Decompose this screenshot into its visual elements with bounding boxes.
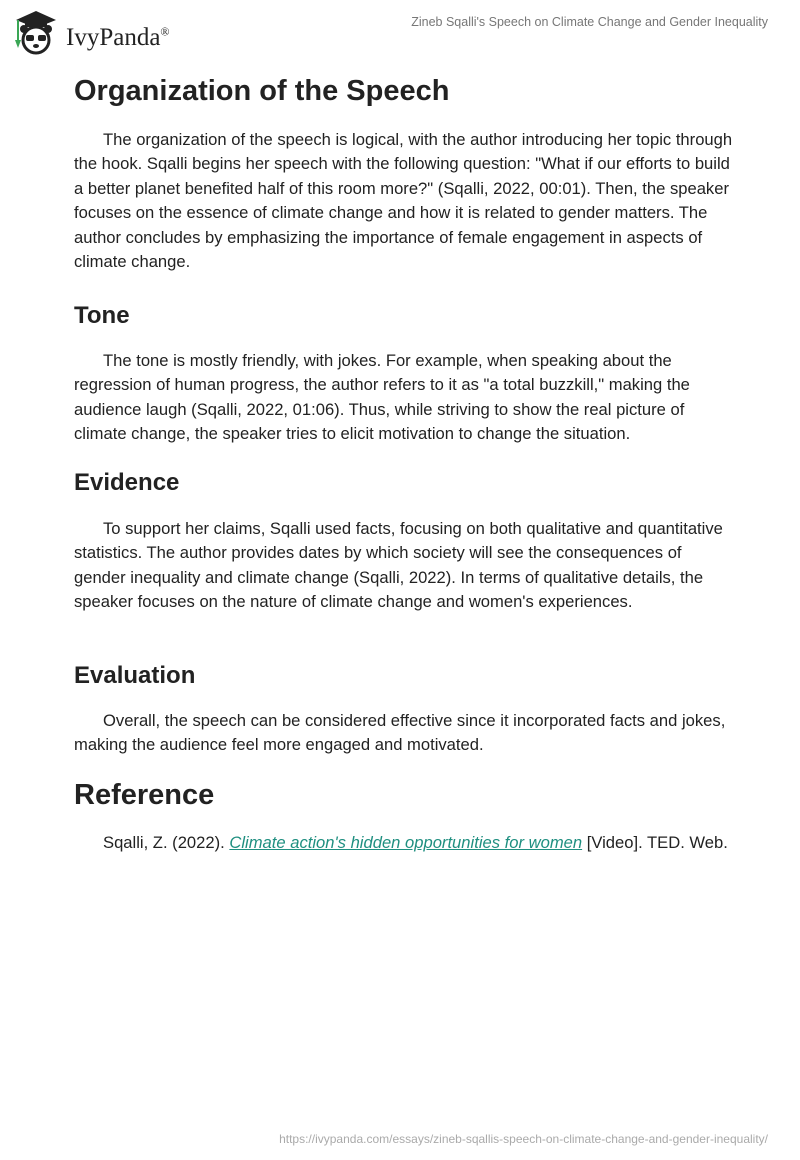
reference-link[interactable]: Climate action's hidden opportunities for women	[229, 833, 583, 852]
section-paragraph: The tone is mostly friendly, with jokes. For example, when speaking about the regression of human progress, the author refers to it as "a total buzzkill," making the audience laugh (Sqalli, 2022, 01:06). Thus, while striving to show the real picture of climate change, the speaker tries to elicit motivation to change the situation.	[74, 351, 690, 444]
section-heading: Evidence	[74, 469, 180, 496]
section-paragraph: The organization of the speech is logical, with the author introducing her topic through the hook. Sqalli begins her speech with the following question: "What if our efforts to build a better planet benefited half of this room more?" (Sqalli, 2022, 00:01). Then, the speaker focuses on the essence of climate change and how it is related to gender matters. The author concludes by emphasizing the importance of female engagement in aspects of climate change.	[74, 130, 733, 272]
footer-url[interactable]: https://ivypanda.com/essays/zineb-sqallis-speech-on-climate-change-and-gender-inequality/	[279, 1132, 768, 1146]
section-heading: Organization of the Speech	[74, 75, 450, 107]
section-organization	[74, 74, 734, 274]
section-paragraph: Overall, the speech can be considered effective since it incorporated facts and jokes, making the audience feel more engaged and motivated.	[74, 711, 726, 755]
section-evaluation	[74, 661, 734, 758]
document-title: Zineb Sqalli's Speech on Climate Change and Gender Inequality	[411, 15, 768, 29]
section-tone	[74, 301, 734, 447]
section-heading: Reference	[74, 779, 215, 811]
ivypanda-logo[interactable]	[12, 8, 170, 56]
brand-name: IvyPanda®	[66, 24, 170, 51]
section-heading: Evaluation	[74, 662, 196, 689]
section-paragraph: To support her claims, Sqalli used facts, focusing on both qualitative and quantitative statistics. The author provides dates by which society will see the consequences of gender inequality and climate change (Sqalli, 2022). In terms of qualitative details, the speaker focuses on the nature of climate change and women's experiences.	[74, 519, 723, 612]
section-evidence	[74, 468, 734, 615]
panda-graduate-icon	[12, 8, 60, 56]
section-reference	[74, 778, 734, 855]
section-heading: Tone	[74, 302, 130, 329]
reference-entry: Sqalli, Z. (2022). Climate action's hidden opportunities for women [Video]. TED. Web.	[103, 833, 728, 852]
